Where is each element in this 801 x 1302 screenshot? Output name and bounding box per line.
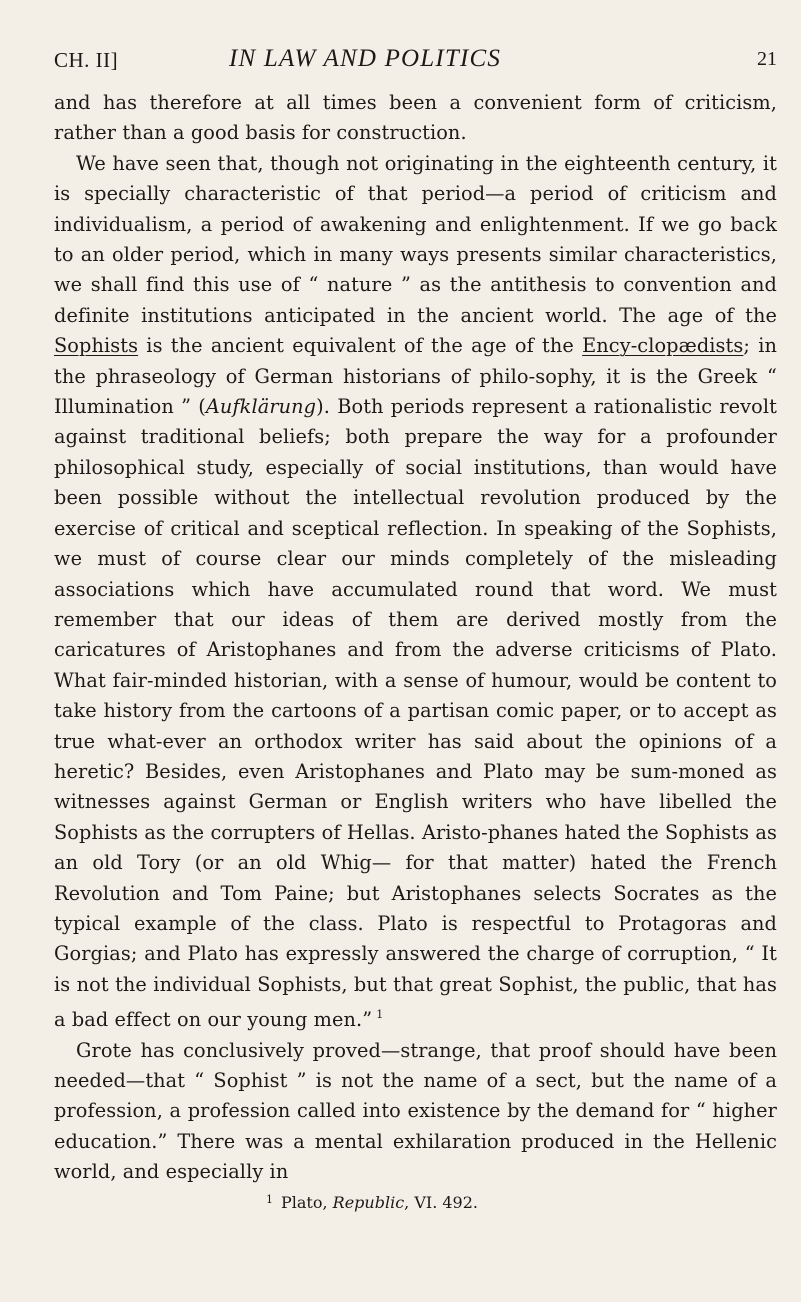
term-sophists: Sophists [54,334,139,358]
paragraph-text: ; in the phraseology of German historians of philo-sophy, it is the Greek “ Illumination ” ( [54,334,777,419]
chapter-label: CH. II] [54,48,119,72]
paragraph-sophists [54,149,777,1036]
term-aufklarung: Aufklärung [205,395,317,419]
footnote-locator: , VI. 492. [404,1192,478,1212]
footnote-marker: 1 [266,1192,273,1206]
paragraph-continuation: and has therefore at all times been a convenient form of criticism, rather than a good basis for construction. [54,91,777,145]
body-text [54,88,777,1188]
footnote-work: Republic [332,1192,405,1212]
term-encyclopaedists: Ency-clopædists [582,334,744,358]
footnote-author: Plato, [281,1192,333,1212]
page-number: 21 [757,48,777,70]
footnote-reference[interactable]: 1 [376,1008,384,1022]
running-head [54,38,777,72]
footnote [54,1188,777,1215]
paragraph-grote: Grote has conclusively proved—strange, that proof should have been needed—that “ Sophist ” is not the name of a sect, but the name of a profession, a profession called into existence by the demand for “ higher education.” There was a mental exhilaration produced in the Hellenic world, and especially in [54,1038,777,1184]
paragraph-text: ). Both periods represent a rationalistic revolt against traditional beliefs; both prepare the way for a profounder philosophical study, especially of social institutions, than would have been possible without the intellectual revolution produced by the exercise of critical and sceptical reflection. In speaking of the Sophists, we must of course clear our minds completely of the misleading associations which have accumulated round that word. We must remember that our ideas of them are derived mostly from the caricatures of Aristophanes and from the adverse criticisms of Plato. What fair-minded historian, with a sense of humour, would be content to take history from the cartoons of a partisan comic paper, or to accept as true what-ever an orthodox writer has said about the opinions of a heretic? Besides, even Aristophanes and Plato may be sum-moned as witnesses against German or English writers who have libelled the Sophists as the corrupters of Hellas. Aristo-phanes hated the Sophists as an old Tory (or an old Whig— for that matter) hated the French Revolution and Tom Paine; but Aristophanes selects Socrates as the typical example of the class. Plato is respectful to Protagoras and Gorgias; and Plato has expressly answered the charge of corruption, “ It is not the individual Sophists, but that great Sophist, the public, that has a bad effect on our young men.” [54,395,777,1032]
paragraph-text: We have seen that, though not originating in the eighteenth century, it is specially characteristic of that period—a period of criticism and individualism, a period of awakening and enlightenment. If we go back to an older period, which in many ways presents similar characteristics, we shall find this use of “ nature ” as the antithesis to convention and definite institutions anticipated in the ancient world. The age of the [54,151,777,327]
paragraph-text: is the ancient equivalent of the age of the [138,334,583,358]
running-title: IN LAW AND POLITICS [229,45,502,72]
